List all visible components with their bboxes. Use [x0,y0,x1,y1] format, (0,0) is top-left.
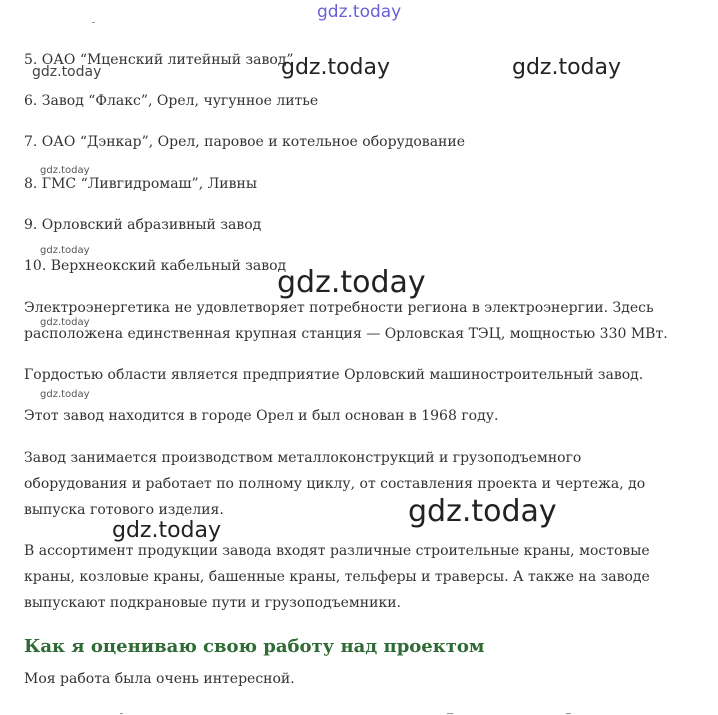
list-item-8: 8. ГМС “Ливгидромаш”, Ливны [24,176,257,192]
cut-off-text-fragment [566,713,571,714]
watermark: gdz.today [40,317,90,328]
list-item-9: 9. Орловский абразивный завод [24,217,262,233]
cut-off-text-fragment [92,22,95,23]
cut-off-text-fragment [447,713,453,714]
list-item-10: 10. Верхнеокский кабельный завод [24,258,287,274]
watermark: gdz.today [32,64,102,80]
watermark: gdz.today [40,245,90,256]
watermark: gdz.today [512,55,622,80]
paragraph-founded: Этот завод находится в городе Орел и был основан в 1968 году. [24,408,499,424]
list-item-5: 5. ОАО “Мценский литейный завод” [24,52,294,68]
paragraph-closing: Моя работа была очень интересной. [24,671,295,687]
paragraph-assortment: В ассортимент продукции завода входят различные строительные краны, мостовые краны, козловые краны, башенные краны, тельферы и траверсы. А также на заводе выпускают подкрановые пути и грузоподъемники. [24,543,650,611]
list-item-6: 6. Завод “Флакс”, Орел, чугунное литье [24,93,319,109]
watermark: gdz.today [40,389,90,400]
watermark: gdz.today [277,265,426,300]
paragraph-pride: Гордостью области является предприятие Орловский машиностроительный завод. [24,367,644,383]
watermark: gdz.today [112,518,222,543]
cut-off-text-fragment [120,713,123,714]
watermark: gdz.today [408,494,557,529]
section-heading: Как я оцениваю свою работу над проектом [24,636,485,657]
list-item-7: 7. ОАО “Дэнкар”, Орел, паровое и котельное оборудование [24,134,465,150]
watermark: gdz.today [40,165,90,176]
paragraph-electricity: Электроэнергетика не удовлетворяет потребности региона в электроэнергии. Здесь расположена единственная крупная станция — Орловская ТЭЦ, мощностью 330 МВт. [24,300,668,342]
watermark-top: gdz.today [317,2,402,22]
paragraph-production: Завод занимается производством металлоконструкций и грузоподъемного оборудования и работает по полному циклу, от составления проекта и чертежа, до выпуска готового изделия. [24,450,646,518]
watermark: gdz.today [281,55,391,80]
